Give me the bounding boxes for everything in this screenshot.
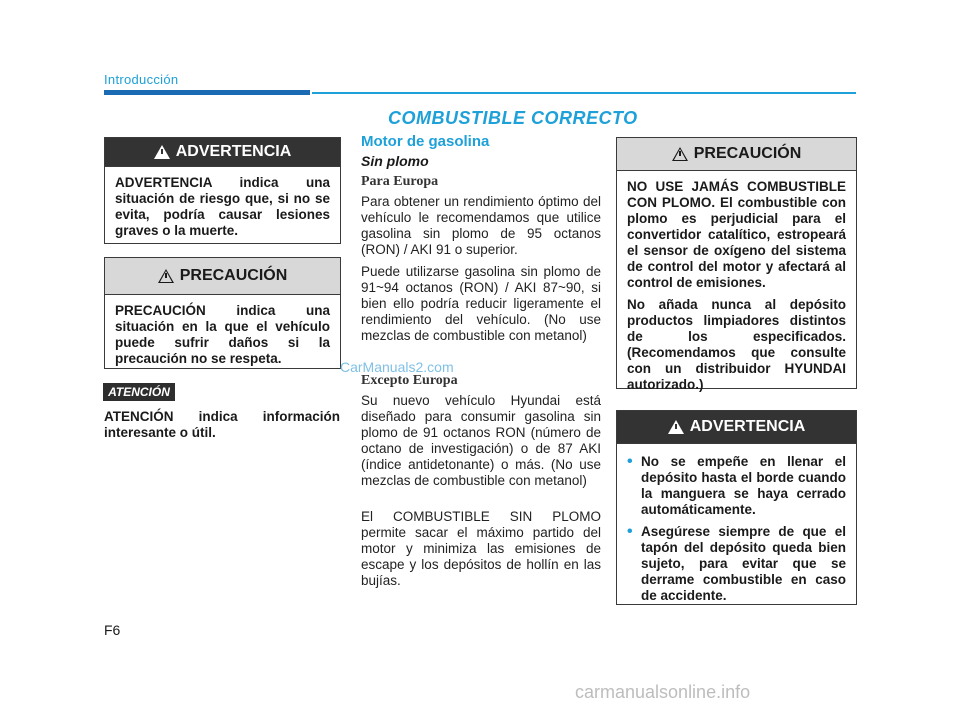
header-bar-thin xyxy=(312,92,856,94)
advertencia-title-right: ADVERTENCIA xyxy=(689,418,806,435)
atencion-tag: ATENCIÓN xyxy=(103,383,175,401)
advertencia-header xyxy=(105,138,340,167)
excepto-europa-heading: Excepto Europa xyxy=(361,373,458,388)
middle-text-block-2 xyxy=(361,373,601,589)
precaucion-box-left xyxy=(104,257,341,369)
list-item: • Asegúrese siempre de que el tapón del depósito queda bien sujeto, para evitar que se derrame combustible en caso de accidente. xyxy=(627,523,846,603)
warning-icon xyxy=(154,145,170,159)
caution-icon xyxy=(672,147,688,161)
main-title: COMBUSTIBLE CORRECTO xyxy=(388,108,638,128)
advertencia-box-left xyxy=(104,137,341,244)
middle-text-block-1 xyxy=(361,174,601,344)
precaucion-body-right xyxy=(617,171,856,405)
precaucion-box-right xyxy=(616,137,857,392)
watermark-top: CarManuals2.com xyxy=(340,359,454,375)
motor-heading: Motor de gasolina xyxy=(361,133,490,150)
precaucion-right-p2: No añada nunca al depósito productos limpiadores distintos de los especificados. (Recomendamos que consulte con un distribuidor HYUNDAI autorizado.) xyxy=(627,297,846,392)
bullet-icon: • xyxy=(627,523,633,540)
paragraph-4: El COMBUSTIBLE SIN PLOMO permite sacar el máximo partido del motor y minimiza las emisiones de escape y los depósitos de hollín en las bujías. xyxy=(361,509,601,588)
advertencia-box-right xyxy=(616,410,857,605)
header-bar-thick xyxy=(104,90,310,95)
list-item: • No se empeñe en llenar el depósito hasta el borde cuando la manguera se haya cerrado automáticamente. xyxy=(627,453,846,517)
precaucion-text: PRECAUCIÓN indica una situación en la que el vehículo puede sufrir daños si la precaución no se respeta. xyxy=(115,303,330,366)
precaucion-title-right: PRECAUCIÓN xyxy=(693,145,802,162)
paragraph-1: Para obtener un rendimiento óptimo del vehículo le recomendamos que utilice gasolina sin plomo de 95 octanos (RON) / AKI 91 o superior. xyxy=(361,194,601,257)
paragraph-2: Puede utilizarse gasolina sin plomo de 91~94 octanos (RON) / AKI 87~90, si bien ello podría reducir ligeramente el rendimiento del vehículo. (No use mezclas de combustible con metanol) xyxy=(361,264,601,343)
section-title: Introducción xyxy=(104,72,179,87)
advertencia-header-right xyxy=(617,411,856,444)
advertencia-bullets xyxy=(627,454,846,604)
advertencia-body xyxy=(105,167,340,251)
caution-icon xyxy=(158,269,174,283)
advertencia-text: ADVERTENCIA indica una situación de riesgo que, si no se evita, podría causar lesiones graves o la muerte. xyxy=(115,175,330,238)
atencion-text: ATENCIÓN indica información interesante o útil. xyxy=(104,409,340,440)
precaucion-header-right xyxy=(617,138,856,171)
precaucion-body xyxy=(105,295,340,379)
sin-plomo-heading: Sin plomo xyxy=(361,153,429,169)
watermark-bottom: carmanualsonline.info xyxy=(575,682,751,702)
bullet-icon: • xyxy=(627,453,633,470)
warning-icon xyxy=(668,420,684,434)
advertencia-body-right xyxy=(617,444,856,616)
para-europa-heading: Para Europa xyxy=(361,174,439,189)
precaucion-right-p1: NO USE JAMÁS COMBUSTIBLE CON PLOMO. El combustible con plomo es perjudicial para el convertidor catalítico, estropeará el sensor de oxígeno del sistema de control del motor y afectará al control de emisiones. xyxy=(627,179,846,290)
advertencia-title: ADVERTENCIA xyxy=(175,143,292,160)
page-number: F6 xyxy=(104,622,121,638)
precaucion-header xyxy=(105,258,340,295)
precaucion-title: PRECAUCIÓN xyxy=(179,267,288,284)
paragraph-3: Su nuevo vehículo Hyundai está diseñado para consumir gasolina sin plomo de 91 octanos RON (número de octano de investigación) o de 87 AKI (índice antidetonante) o más. (No use mezclas de combustible con metanol) xyxy=(361,393,601,488)
